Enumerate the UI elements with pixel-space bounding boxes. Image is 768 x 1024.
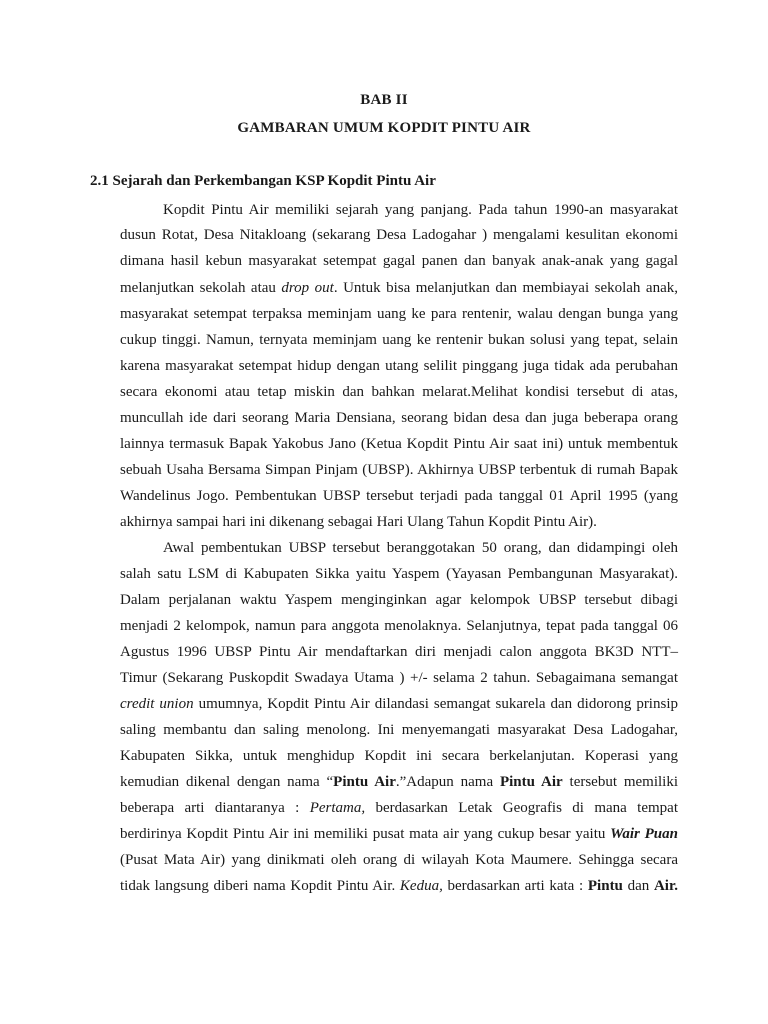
italic-term: Pertama,	[309, 800, 366, 816]
bold-term: Pintu	[587, 878, 623, 894]
paragraph-line: cukup tinggi. Namun, ternyata meminjam uang ke rentenir bukan solusi yang tepat, selain	[120, 332, 678, 348]
paragraph-line: sebuah Usaha Bersama Simpan Pinjam (UBSP). Akhirnya UBSP terbentuk di rumah Bapak	[120, 462, 678, 478]
italic-term: drop out	[281, 280, 334, 296]
paragraph-line: saling membantu dan saling menolong. Ini menyemangati masyarakat Desa Ladogahar,	[120, 722, 678, 738]
paragraph-line: Awal pembentukan UBSP tersebut beranggotakan 50 orang, dan didampingi oleh	[163, 540, 678, 556]
paragraph-line: dimana hasil kebun masyarakat setempat gagal panen dan banyak anak-anak yang gagal	[120, 253, 678, 269]
text-run: beberapa arti diantaranya :	[120, 800, 310, 816]
text-run: melanjutkan sekolah atau	[120, 280, 282, 296]
paragraph-line: Timur (Sekarang Puskopdit Swadaya Utama ) +/- selama 2 tahun. Sebagaimana semangat	[120, 670, 678, 686]
text-run: berdirinya Kopdit Pintu Air ini memiliki pusat mata air yang cukup besar yaitu	[120, 826, 611, 842]
paragraph-line	[120, 694, 678, 714]
paragraph-line: dusun Rotat, Desa Nitakloang (sekarang Desa Ladogahar ) mengalami kesulitan ekonomi	[120, 227, 678, 243]
section-heading: 2.1 Sejarah dan Perkembangan KSP Kopdit Pintu Air	[90, 173, 436, 189]
paragraph-line: Kopdit Pintu Air memiliki sejarah yang panjang. Pada tahun 1990-an masyarakat	[163, 202, 678, 218]
bold-italic-term: Wair Puan	[610, 826, 678, 842]
paragraph-line: akhirnya sampai hari ini dikenang sebagai Hari Ulang Tahun Kopdit Pintu Air).	[120, 514, 597, 530]
text-run: kemudian dikenal dengan nama “	[120, 774, 334, 790]
chapter-title: GAMBARAN UMUM KOPDIT PINTU AIR	[237, 120, 531, 136]
paragraph-line	[120, 876, 678, 896]
paragraph-line: (Pusat Mata Air) yang dinikmati oleh orang di wilayah Kota Maumere. Sehingga secara	[120, 852, 678, 868]
chapter-number: BAB II	[360, 92, 408, 108]
text-run: .”Adapun nama	[395, 774, 500, 790]
paragraph-line: Kabupaten Sikka, untuk menghidup Kopdit ini secara berkelanjutan. Koperasi yang	[120, 748, 678, 764]
text-run: tidak langsung diberi nama Kopdit Pintu Air.	[120, 878, 400, 894]
paragraph-line: muncullah ide dari seorang Maria Densiana, seorang bidan desa dan juga beberapa orang	[120, 410, 678, 426]
italic-term: credit union	[120, 696, 194, 712]
text-run: umumnya, Kopdit Pintu Air dilandasi semangat sukarela dan didorong prinsip	[193, 696, 678, 712]
paragraph-line: salah satu LSM di Kabupaten Sikka yaitu Yaspem (Yayasan Pembangunan Masyarakat).	[120, 566, 678, 582]
text-run: tersebut memiliki	[562, 774, 679, 790]
paragraph-line	[120, 798, 678, 818]
paragraph-line	[120, 772, 678, 792]
bold-term: Air.	[653, 878, 678, 894]
paragraph-line	[120, 278, 678, 298]
paragraph-line: karena masyarakat setempat hidup dengan utang selilit pinggang juga tidak ada perubahan	[120, 358, 678, 374]
paragraph-line: secara ekonomi atau tetap miskin dan bahkan melarat.Melihat kondisi tersebut di atas,	[120, 384, 678, 400]
text-run: berdasarkan Letak Geografis di mana tempat	[365, 800, 678, 816]
text-run: dan	[622, 878, 654, 894]
text-run: . Untuk bisa melanjutkan dan membiayai sekolah anak,	[333, 280, 678, 296]
paragraph-line: Agustus 1996 UBSP Pintu Air mendaftarkan diri menjadi calon anggota BK3D NTT–	[120, 644, 678, 660]
italic-term: Kedua,	[399, 878, 443, 894]
bold-term: Pintu Air	[333, 774, 396, 790]
paragraph-line: Wandelinus Jogo. Pembentukan UBSP tersebut terjadi pada tanggal 01 April 1995 (yang	[120, 488, 678, 504]
bold-term: Pintu Air	[499, 774, 563, 790]
paragraph-line: Dalam perjalanan waktu Yaspem menginginkan agar kelompok UBSP tersebut dibagi	[120, 592, 678, 608]
paragraph-line: menjadi 2 kelompok, namun para anggota menolaknya. Selanjutnya, tepat pada tanggal 06	[120, 618, 678, 634]
paragraph-line: lainnya termasuk Bapak Yakobus Jano (Ketua Kopdit Pintu Air saat ini) untuk membentuk	[120, 436, 678, 452]
paragraph-line	[120, 824, 678, 844]
paragraph-line: masyarakat setempat terpaksa meminjam uang ke para rentenir, walau dengan bunga yang	[120, 306, 678, 322]
text-run: berdasarkan arti kata :	[442, 878, 588, 894]
